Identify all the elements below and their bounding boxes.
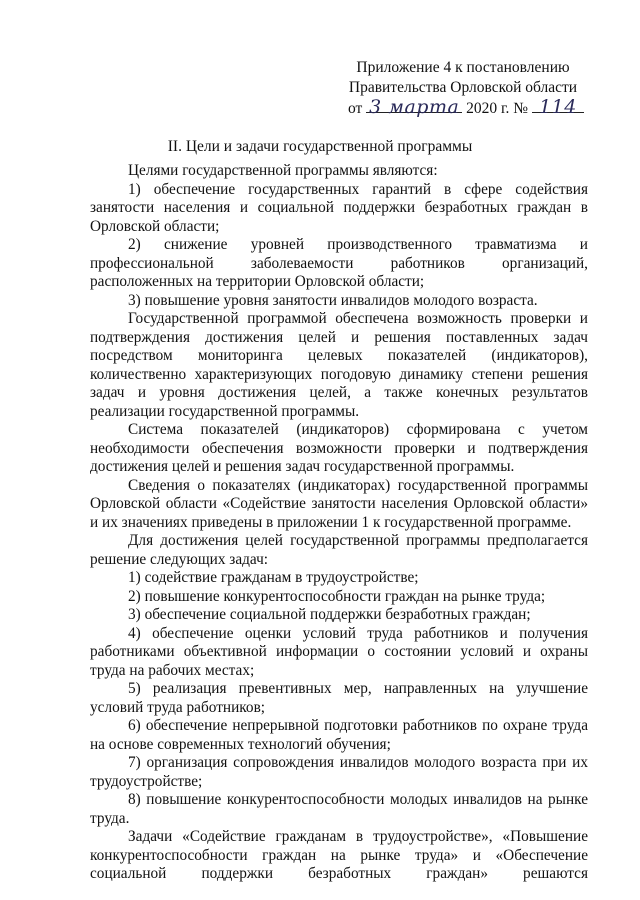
paragraph: Задачи «Содействие гражданам в трудоустройстве», «Повышение конкурентоспособности граждан на рынке труда» и «Обеспечение социальной поддержки безработных граждан» решаются [90,828,588,882]
task-item: 1) содействие гражданам в трудоустройстве; [128,569,419,586]
section-title: II. Цели и задачи государственной программы [167,138,473,155]
task-item: 6) обеспечение непрерывной подготовки работников по охране труда на основе современных технологий обучения; [90,717,588,753]
paragraph: Сведения о показателях (индикаторах) государственной программы Орловской области «Содействие занятости населения Орловской области» и их значениях приведены в приложении 1 к государственной программе. [90,476,588,531]
task-item: 8) повышение конкурентоспособности молодых инвалидов на рынке труда. [90,791,588,827]
paragraph: Целями государственной программы являются: [128,162,438,179]
date-prefix: от [348,100,363,117]
appendix-header [348,58,578,119]
handwritten-date: 3 марта [369,96,460,118]
task-item: 3) обеспечение социальной поддержки безработных граждан; [128,606,531,623]
paragraph: 1) обеспечение государственных гарантий в сфере содействия занятости населения и социальной поддержки безработных граждан в Орловской области; [90,180,588,235]
paragraph: Для достижения целей государственной программы предполагается решение следующих задач: [90,532,588,568]
task-item: 7) организация сопровождения инвалидов молодого возраста при их трудоустройстве; [90,754,588,790]
task-item: 2) повышение конкурентоспособности граждан на рынке труда; [128,587,546,605]
appendix-line-1: Приложение 4 к постановлению [356,59,570,76]
date-year: 2020 г. № [466,100,529,117]
paragraph: Государственной программой обеспечена возможность проверки и подтверждения достижения целей и решения поставленных задач посредством мониторинга целевых показателей (индикаторов), количественно характеризующих погодовую динамику степени решения задач и уровня достижения целей, а также конечных результатов реализации государственной программы. [90,310,588,420]
handwritten-number: 114 [539,96,577,118]
task-item: 5) реализация превентивных мер, направленных на улучшение условий труда работников; [90,680,588,716]
handwritten-number-field [532,97,584,119]
paragraph: 3) повышение уровня занятости инвалидов молодого возраста. [128,291,538,309]
paragraph: Система показателей (индикаторов) сформирована с учетом необходимости обеспечения возможности проверки и подтверждения достижения целей и решения задач государственной программы. [90,421,588,475]
handwritten-date-field [366,97,462,119]
appendix-date-line [348,97,578,119]
paragraph: 2) снижение уровней производственного травматизма и профессиональной заболеваемости работников организаций, расположенных на территории Орловской области; [90,236,588,290]
appendix-line-2: Правительства Орловской области [348,78,578,96]
task-item: 4) обеспечение оценки условий труда работников и получения работниками объективной информации о состоянии условий и охраны труда на рабочих местах; [90,624,588,679]
document-body [90,162,588,884]
